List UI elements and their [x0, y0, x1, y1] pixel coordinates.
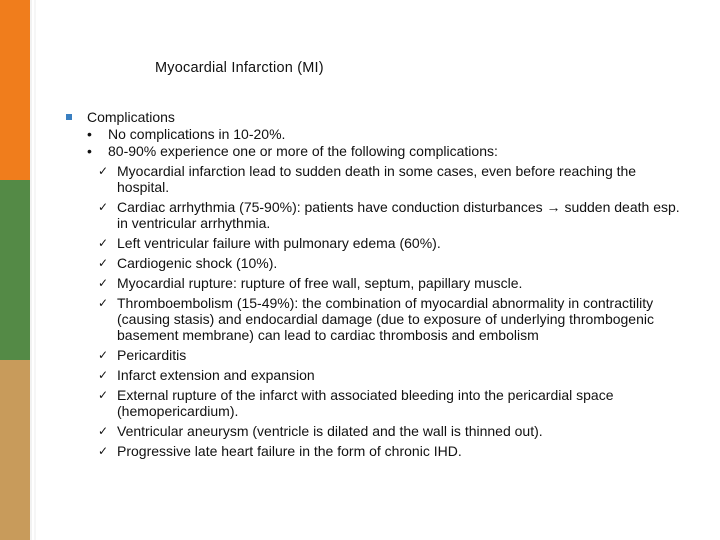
- complication-text: Myocardial infarction lead to sudden death in some cases, even before reaching the hospital.: [117, 163, 637, 195]
- complication-text: Pericarditis: [117, 347, 187, 363]
- square-bullet-icon: [66, 114, 72, 120]
- complication-item: [66, 235, 686, 251]
- check-icon: ✓: [98, 200, 109, 214]
- complication-text: Cardiogenic shock (10%).: [117, 255, 278, 271]
- sidebar-band-orange: [0, 0, 30, 180]
- sub-bullet-item: [66, 126, 686, 142]
- check-icon: ✓: [98, 388, 109, 402]
- complication-text: Myocardial rupture: rupture of free wall, septum, papillary muscle.: [117, 275, 523, 291]
- decorative-sidebar: [0, 0, 36, 540]
- complication-item: [66, 163, 686, 195]
- sub-bullet-item: [66, 143, 686, 159]
- complication-item: [66, 295, 686, 343]
- sidebar-divider-outer: [34, 0, 36, 540]
- complication-text: Ventricular aneurysm (ventricle is dilated and the wall is thinned out).: [117, 423, 543, 439]
- complication-item: [66, 347, 686, 363]
- complication-item: [66, 387, 686, 419]
- check-icon: ✓: [98, 444, 109, 458]
- dot-bullet-icon: •: [87, 143, 92, 159]
- check-icon: ✓: [98, 164, 109, 178]
- check-icon: ✓: [98, 424, 109, 438]
- complication-item: [66, 443, 686, 459]
- main-bullet-item: [66, 109, 686, 125]
- main-bullet-text: Complications: [87, 109, 175, 125]
- check-icon: ✓: [98, 276, 109, 290]
- complication-item: [66, 367, 686, 383]
- sub-bullet-text: No complications in 10-20%.: [108, 126, 286, 142]
- slide-body: [66, 109, 686, 459]
- sidebar-divider: [30, 0, 32, 540]
- check-icon: ✓: [98, 256, 109, 270]
- complication-text: Left ventricular failure with pulmonary edema (60%).: [117, 235, 441, 251]
- complication-text: Cardiac arrhythmia (75-90%): patients have conduction disturbances → sudden death esp. in ventricular arrhythmia.: [117, 199, 680, 231]
- complication-text: Infarct extension and expansion: [117, 367, 315, 383]
- check-icon: ✓: [98, 236, 109, 250]
- sidebar-band-tan: [0, 360, 30, 540]
- check-icon: ✓: [98, 368, 109, 382]
- complication-text: External rupture of the infarct with associated bleeding into the pericardial space (hemopericardium).: [117, 387, 614, 419]
- sub-bullet-text: 80-90% experience one or more of the following complications:: [108, 143, 498, 159]
- sidebar-band-green: [0, 180, 30, 360]
- dot-bullet-icon: •: [87, 126, 92, 142]
- complication-item: [66, 275, 686, 291]
- complication-item: [66, 255, 686, 271]
- complication-item: [66, 423, 686, 439]
- complication-text: Thromboembolism (15-49%): the combination of myocardial abnormality in contractility (causing stasis) and endocardial damage (due to exposure of underlying thrombogenic basement membrane) can lead to cardiac thrombosis and embolism: [117, 295, 654, 343]
- complication-item: [66, 199, 686, 231]
- check-icon: ✓: [98, 348, 109, 362]
- complication-text: Progressive late heart failure in the form of chronic IHD.: [117, 443, 462, 459]
- slide-title: Myocardial Infarction (MI): [155, 60, 324, 76]
- check-icon: ✓: [98, 296, 109, 310]
